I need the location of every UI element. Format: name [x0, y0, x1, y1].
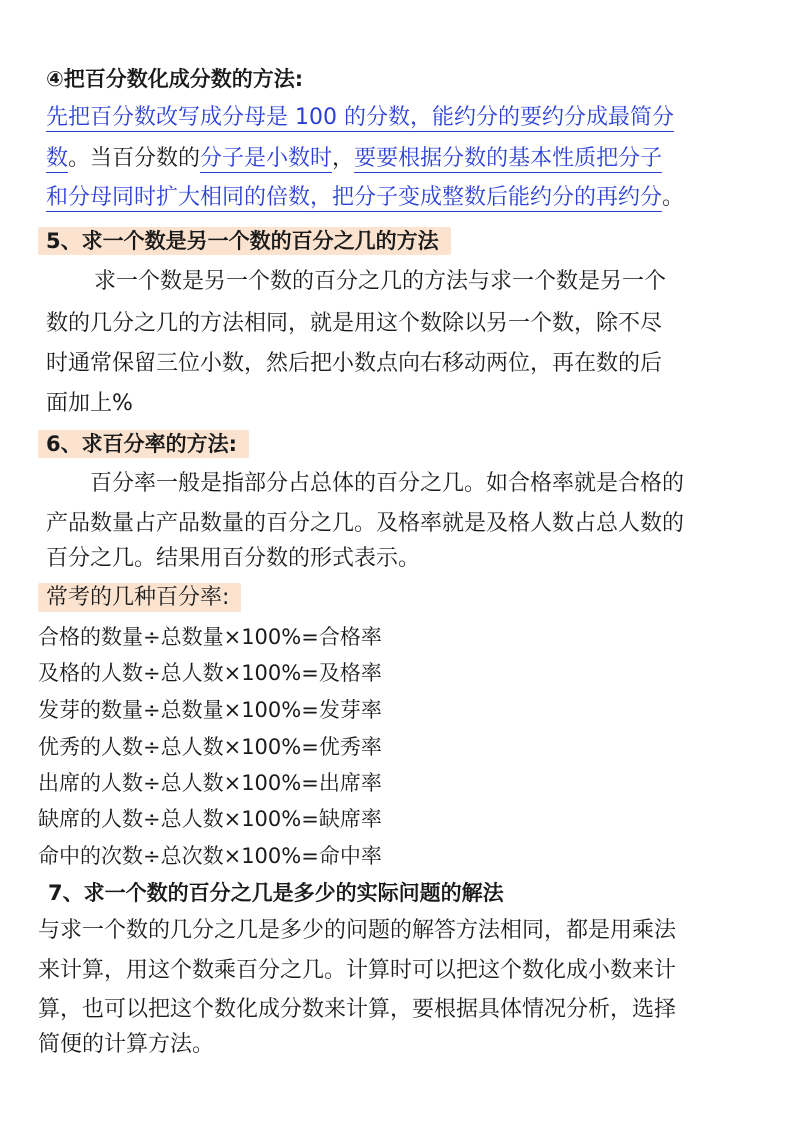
common-rates-title	[38, 583, 241, 613]
highlight: 常考的几种百分率:	[38, 583, 241, 612]
section-4-title: ④把百分数化成分数的方法:	[46, 67, 304, 91]
section-6-para-line: 百分之几。结果用百分数的形式表示。	[46, 546, 421, 571]
section-4-line-2	[46, 144, 662, 174]
highlight: 5、求一个数是另一个数的百分之几的方法	[38, 227, 451, 255]
formula-line: 合格的数量÷总数量×100%=合格率	[38, 625, 382, 649]
section-7-para-line: 与求一个数的几分之几是多少的问题的解答方法相同，都是用乘法	[38, 918, 677, 943]
section-4-line-1	[46, 103, 674, 133]
formula-line: 优秀的人数÷总人数×100%=优秀率	[38, 735, 382, 759]
section-5-title	[38, 226, 451, 256]
section-7-para-line: 简便的计算方法。	[38, 1032, 215, 1057]
section-6-para-line: 产品数量占产品数量的百分之几。及格率就是及格人数占总人数的	[46, 511, 685, 536]
section-6-title	[38, 429, 249, 459]
formula-line: 发芽的数量÷总数量×100%=发芽率	[38, 698, 382, 722]
plain-text: ，	[332, 146, 355, 171]
section-6-para-line: 百分率一般是指部分占总体的百分之几。如合格率就是合格的	[90, 471, 685, 496]
section-5-para-line: 数的几分之几的方法相同，就是用这个数除以另一个数，除不尽	[46, 311, 663, 336]
section-7-para-line: 来计算，用这个数乘百分之几。计算时可以把这个数化成小数来计	[38, 958, 677, 983]
blue-underlined-text: 数	[46, 146, 69, 171]
formula-line: 缺席的人数÷总人数×100%=缺席率	[38, 807, 382, 831]
section-7-para-line: 算，也可以把这个数化成分数来计算，要根据具体情况分析，选择	[38, 997, 677, 1022]
blue-underlined-text: 和分母同时扩大相同的倍数，把分子变成整数后能约分的再约分	[46, 185, 663, 210]
plain-text: 。当百分数的	[68, 146, 201, 171]
formula-line: 命中的次数÷总次数×100%=命中率	[38, 844, 382, 868]
blue-underlined-text: 先把百分数改写成分母是 100 的分数，能约分的要约分成最简分	[46, 105, 674, 130]
section-4-line-3	[46, 183, 684, 213]
formula-line: 及格的人数÷总人数×100%=及格率	[38, 661, 382, 685]
section-7-title: 7、求一个数的百分之几是多少的实际问题的解法	[48, 881, 504, 905]
highlight: 6、求百分率的方法:	[38, 430, 249, 458]
blue-underlined-text: 分子是小数时	[200, 146, 333, 171]
section-5-para-line: 求一个数是另一个数的百分之几的方法与求一个数是另一个	[94, 269, 667, 294]
blue-underlined-text: 要要根据分数的基本性质把分子	[354, 146, 663, 171]
formula-line: 出席的人数÷总人数×100%=出席率	[38, 771, 382, 795]
plain-text: 。	[662, 185, 685, 210]
section-5-para-line: 时通常保留三位小数，然后把小数点向右移动两位，再在数的后	[46, 351, 663, 376]
section-5-para-line: 面加上%	[46, 391, 133, 416]
